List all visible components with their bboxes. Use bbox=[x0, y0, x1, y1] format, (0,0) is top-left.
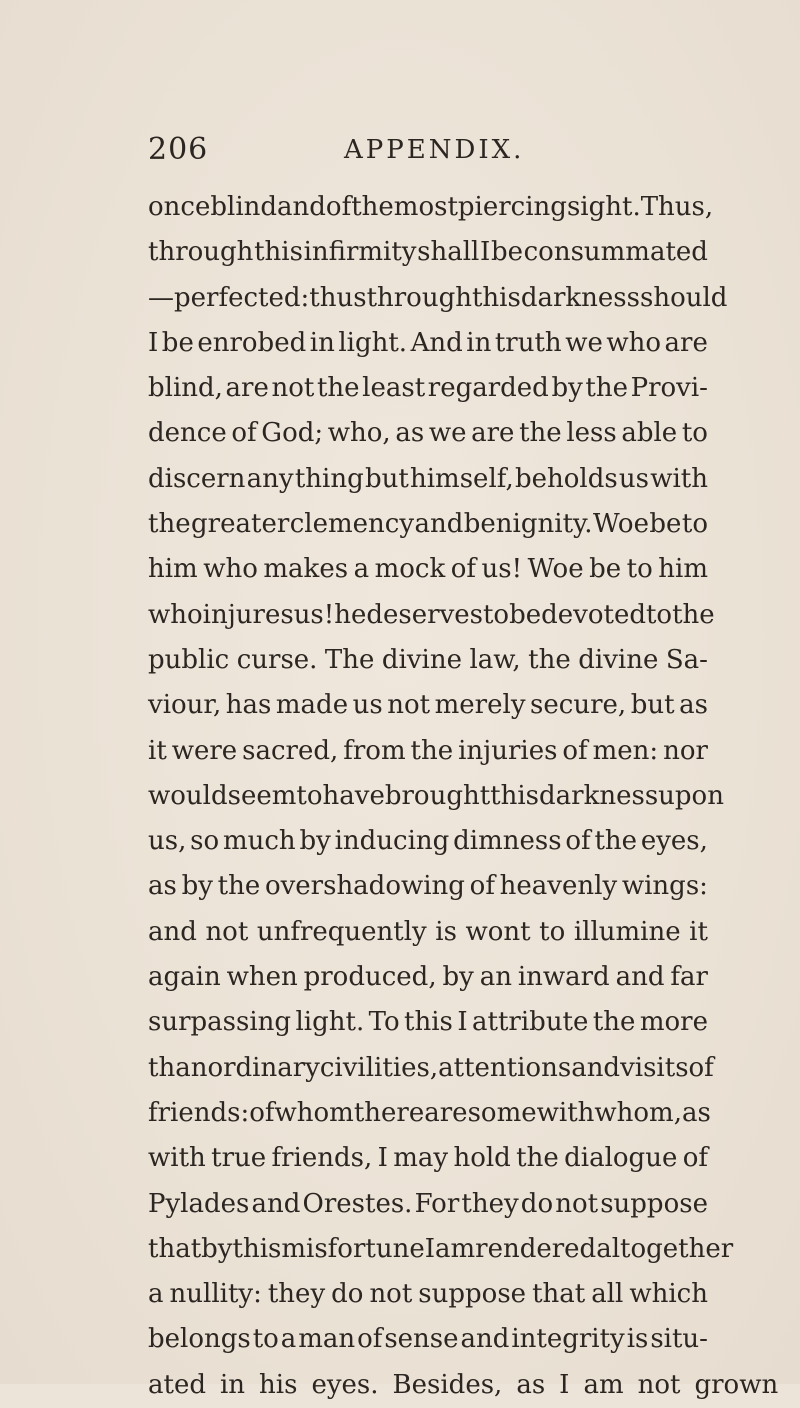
word: overshadowing bbox=[264, 871, 465, 902]
word: misfortune bbox=[281, 1233, 425, 1264]
text-line bbox=[148, 276, 728, 321]
word: hold bbox=[453, 1143, 511, 1174]
word: suppose bbox=[418, 1279, 527, 1310]
text-line bbox=[148, 593, 715, 638]
word: ated bbox=[148, 1369, 206, 1400]
word: of bbox=[231, 418, 257, 449]
word: and bbox=[277, 192, 326, 222]
text-line bbox=[148, 366, 708, 411]
text-line bbox=[148, 1182, 708, 1227]
word: light. bbox=[295, 1007, 365, 1038]
word: are bbox=[424, 1097, 468, 1128]
word: For bbox=[414, 1188, 460, 1219]
word: friends: bbox=[148, 1097, 250, 1128]
word: divine bbox=[381, 644, 462, 675]
word: of bbox=[249, 1097, 275, 1128]
word: were bbox=[171, 735, 238, 766]
word: and bbox=[414, 509, 464, 540]
word: him bbox=[658, 554, 708, 585]
word: injuries bbox=[458, 735, 558, 766]
word: regarded bbox=[427, 373, 549, 404]
text-line bbox=[148, 774, 724, 819]
word: of bbox=[688, 1052, 714, 1083]
word: do bbox=[331, 1279, 364, 1310]
word: which bbox=[629, 1279, 708, 1310]
text-line bbox=[148, 638, 708, 683]
word: seem bbox=[227, 780, 297, 811]
word: devoted bbox=[541, 599, 646, 630]
word: rendered bbox=[475, 1233, 597, 1264]
word: the bbox=[316, 373, 360, 404]
word: more bbox=[639, 1007, 708, 1038]
word: do bbox=[520, 1188, 554, 1219]
word: brought bbox=[384, 780, 491, 811]
word: attribute bbox=[472, 1007, 589, 1038]
word: deserves bbox=[366, 599, 483, 630]
word: the bbox=[217, 871, 261, 902]
word: whom, bbox=[594, 1097, 682, 1128]
word: are bbox=[471, 418, 515, 449]
word: ordinary bbox=[207, 1052, 320, 1083]
word: a bbox=[353, 554, 370, 585]
word: this bbox=[490, 780, 540, 811]
word: shall bbox=[417, 237, 480, 268]
word: enrobed bbox=[197, 327, 307, 358]
word: greater bbox=[191, 509, 290, 540]
word: the bbox=[585, 373, 628, 404]
word: all bbox=[591, 1279, 624, 1310]
word: to bbox=[681, 418, 708, 449]
text-line bbox=[148, 1046, 714, 1091]
word: blind bbox=[210, 192, 278, 222]
word: we bbox=[428, 418, 467, 449]
word: nullity: bbox=[169, 1279, 262, 1310]
word: made bbox=[275, 690, 349, 721]
word: of bbox=[325, 192, 352, 222]
word: am bbox=[583, 1369, 624, 1400]
word: curse. bbox=[236, 644, 318, 675]
word: law, bbox=[469, 644, 521, 675]
word: clemency bbox=[289, 509, 415, 540]
word: and bbox=[615, 962, 665, 993]
text-line bbox=[148, 910, 708, 955]
word: makes bbox=[263, 554, 349, 585]
word: of bbox=[450, 554, 477, 585]
word: less bbox=[566, 418, 617, 449]
word: the bbox=[516, 1143, 559, 1174]
word: the bbox=[672, 599, 715, 630]
word: us bbox=[352, 690, 383, 721]
word: who, bbox=[327, 418, 391, 449]
word: in bbox=[219, 1369, 246, 1400]
word: viour, bbox=[148, 690, 222, 721]
word: thing bbox=[294, 463, 364, 494]
word: a bbox=[148, 1279, 164, 1310]
word: Woe bbox=[592, 509, 649, 540]
word: him bbox=[148, 554, 198, 585]
word: of bbox=[469, 871, 495, 902]
word: I bbox=[480, 237, 491, 268]
word: merely bbox=[434, 690, 526, 721]
word: to bbox=[296, 780, 323, 811]
word: thus bbox=[309, 282, 367, 313]
word: and bbox=[251, 1188, 301, 1219]
text-line bbox=[148, 1317, 708, 1362]
word: Besides, bbox=[392, 1369, 503, 1400]
word: us! bbox=[481, 554, 523, 585]
word: grown bbox=[694, 1369, 779, 1400]
word: consummated bbox=[523, 237, 708, 268]
word: To bbox=[368, 1007, 400, 1038]
word: this bbox=[232, 1233, 282, 1264]
word: to bbox=[482, 599, 510, 630]
word: from bbox=[343, 735, 406, 766]
word: have bbox=[322, 780, 385, 811]
word: the bbox=[594, 826, 638, 857]
word: that bbox=[148, 1233, 202, 1264]
word: friends, bbox=[271, 1143, 373, 1174]
word: they bbox=[267, 1279, 326, 1310]
word: they bbox=[461, 1188, 519, 1219]
word: sense bbox=[384, 1324, 459, 1355]
word: of bbox=[357, 1324, 383, 1355]
text-line bbox=[148, 864, 708, 909]
word: the bbox=[528, 644, 571, 675]
word: any bbox=[246, 463, 294, 494]
text-line bbox=[148, 955, 708, 1000]
page-number: 206 bbox=[148, 132, 209, 167]
word: whom bbox=[274, 1097, 354, 1128]
word: be bbox=[589, 554, 622, 585]
word: be bbox=[490, 237, 523, 268]
running-title: APPENDIX. bbox=[344, 135, 525, 165]
word: to bbox=[681, 509, 708, 540]
word: once bbox=[148, 192, 211, 222]
word: divine bbox=[578, 644, 659, 675]
word: situ- bbox=[650, 1324, 708, 1355]
text-line bbox=[148, 1136, 708, 1181]
word: inducing bbox=[334, 826, 450, 857]
word: the bbox=[410, 735, 454, 766]
running-head bbox=[148, 130, 708, 170]
word: in bbox=[309, 327, 335, 358]
word: blind, bbox=[148, 373, 223, 404]
text-line bbox=[148, 1272, 708, 1317]
text-line bbox=[148, 819, 708, 864]
word: of bbox=[682, 1143, 708, 1174]
word: as bbox=[516, 1369, 546, 1400]
text-line bbox=[148, 1000, 708, 1045]
word: some bbox=[467, 1097, 537, 1128]
word: but bbox=[630, 690, 675, 721]
word: it bbox=[689, 916, 708, 947]
word: attentions bbox=[438, 1052, 572, 1083]
word: truth bbox=[494, 327, 562, 358]
word: I bbox=[377, 1143, 388, 1174]
word: of bbox=[562, 735, 588, 766]
word: us! bbox=[293, 599, 335, 630]
word: has bbox=[225, 690, 272, 721]
word: man bbox=[298, 1324, 356, 1355]
text-line bbox=[148, 457, 708, 502]
word: men: bbox=[592, 735, 659, 766]
word: not bbox=[555, 1188, 599, 1219]
word: is bbox=[435, 916, 457, 947]
word: surpassing bbox=[148, 1007, 292, 1038]
word: —perfected: bbox=[148, 282, 310, 313]
word: the bbox=[519, 418, 562, 449]
word: Woe bbox=[527, 554, 584, 585]
word: sight. bbox=[566, 192, 641, 222]
word: when bbox=[226, 962, 298, 993]
word: than bbox=[148, 1052, 208, 1083]
word: not bbox=[369, 1279, 413, 1310]
word: able bbox=[621, 418, 678, 449]
word: are bbox=[664, 327, 708, 358]
word: visits bbox=[620, 1052, 689, 1083]
word: not bbox=[637, 1369, 681, 1400]
word: not bbox=[387, 690, 431, 721]
word: by bbox=[442, 962, 474, 993]
word: belongs bbox=[148, 1324, 251, 1355]
word: inward bbox=[517, 962, 610, 993]
word: as bbox=[681, 1097, 711, 1128]
word: to bbox=[645, 599, 673, 630]
text-line bbox=[148, 230, 708, 275]
word: with bbox=[650, 463, 708, 494]
word: Thus, bbox=[640, 192, 714, 222]
word: would bbox=[148, 780, 228, 811]
text-line bbox=[148, 185, 714, 230]
word: we bbox=[565, 327, 603, 358]
word: most bbox=[393, 192, 458, 222]
word: nor bbox=[663, 735, 708, 766]
word: produced, bbox=[303, 962, 437, 993]
text-line bbox=[148, 411, 708, 456]
word: dialogue bbox=[564, 1143, 678, 1174]
word: far bbox=[670, 962, 708, 993]
word: the bbox=[351, 192, 394, 222]
word: and bbox=[571, 1052, 621, 1083]
word: be bbox=[649, 509, 682, 540]
text-line bbox=[148, 502, 708, 547]
word: there bbox=[353, 1097, 425, 1128]
word: light. bbox=[338, 327, 408, 358]
word: benignity. bbox=[463, 509, 593, 540]
word: so bbox=[190, 826, 220, 857]
word: altogether bbox=[596, 1233, 734, 1264]
word: integrity bbox=[511, 1324, 625, 1355]
word: again bbox=[148, 962, 221, 993]
word: this bbox=[471, 282, 521, 313]
word: secure, bbox=[530, 690, 627, 721]
word: by bbox=[181, 871, 213, 902]
word: that bbox=[532, 1279, 586, 1310]
word: this bbox=[254, 237, 303, 268]
word: and bbox=[460, 1324, 510, 1355]
word: as bbox=[395, 418, 425, 449]
word: are bbox=[225, 373, 269, 404]
word: the bbox=[592, 1007, 636, 1038]
word: by bbox=[201, 1233, 233, 1264]
word: with bbox=[148, 1143, 206, 1174]
word: I bbox=[148, 327, 159, 358]
word: I bbox=[457, 1007, 468, 1038]
word: darkness bbox=[520, 282, 640, 313]
word: piercing bbox=[457, 192, 567, 222]
word: And bbox=[410, 327, 463, 358]
word: Orestes. bbox=[302, 1188, 413, 1219]
word: a bbox=[280, 1324, 297, 1355]
word: eyes, bbox=[640, 826, 708, 857]
word: eyes. bbox=[311, 1369, 379, 1400]
text-line bbox=[148, 547, 708, 592]
word: not bbox=[205, 916, 249, 947]
word: The bbox=[324, 644, 375, 675]
word: is bbox=[626, 1324, 649, 1355]
word: it bbox=[148, 735, 167, 766]
word: God; bbox=[261, 418, 324, 449]
word: by bbox=[551, 373, 583, 404]
word: by bbox=[299, 826, 331, 857]
word: discern bbox=[148, 463, 246, 494]
word: I bbox=[559, 1369, 570, 1400]
word: who bbox=[148, 599, 203, 630]
word: the bbox=[148, 509, 191, 540]
word: am bbox=[434, 1233, 476, 1264]
word: to bbox=[539, 916, 566, 947]
word: of bbox=[565, 826, 591, 857]
word: who bbox=[203, 554, 258, 585]
body-text bbox=[148, 185, 779, 1408]
word: suppose bbox=[600, 1188, 708, 1219]
word: true bbox=[211, 1143, 267, 1174]
word: through bbox=[366, 282, 472, 313]
word: be bbox=[161, 327, 194, 358]
word: mock bbox=[374, 554, 446, 585]
word: Sa- bbox=[665, 644, 708, 675]
word: heavenly bbox=[499, 871, 618, 902]
word: illumine bbox=[573, 916, 681, 947]
text-line bbox=[148, 321, 708, 366]
word: much bbox=[222, 826, 296, 857]
word: civilities, bbox=[319, 1052, 439, 1083]
text-line bbox=[148, 729, 708, 774]
word: wont bbox=[465, 916, 531, 947]
word: an bbox=[479, 962, 512, 993]
word: not bbox=[271, 373, 315, 404]
word: Pylades bbox=[148, 1188, 250, 1219]
word: to bbox=[626, 554, 653, 585]
word: us, bbox=[148, 826, 187, 857]
word: he bbox=[334, 599, 367, 630]
word: but bbox=[364, 463, 409, 494]
word: beholds bbox=[514, 463, 618, 494]
word: least bbox=[362, 373, 426, 404]
word: injures bbox=[202, 599, 294, 630]
word: should bbox=[640, 282, 728, 313]
word: unfrequently bbox=[256, 916, 427, 947]
word: dence bbox=[148, 418, 227, 449]
word: darkness bbox=[539, 780, 659, 811]
word: with bbox=[536, 1097, 595, 1128]
word: upon bbox=[658, 780, 724, 811]
word: Provi- bbox=[630, 373, 708, 404]
word: infirmity bbox=[303, 237, 417, 268]
word: may bbox=[393, 1143, 449, 1174]
word: I bbox=[424, 1233, 435, 1264]
word: sacred, bbox=[242, 735, 339, 766]
word: be bbox=[509, 599, 542, 630]
word: dimness bbox=[453, 826, 562, 857]
text-line bbox=[148, 1091, 711, 1136]
word: who bbox=[606, 327, 662, 358]
word: through bbox=[148, 237, 254, 268]
word: public bbox=[148, 644, 230, 675]
word: as bbox=[148, 871, 177, 902]
word: himself, bbox=[410, 463, 514, 494]
word: this bbox=[404, 1007, 453, 1038]
word: his bbox=[259, 1369, 298, 1400]
word: us bbox=[618, 463, 649, 494]
word: in bbox=[466, 327, 492, 358]
word: as bbox=[679, 690, 708, 721]
text-line bbox=[148, 683, 708, 728]
word: to bbox=[252, 1324, 279, 1355]
text-line bbox=[148, 1227, 734, 1272]
text-line bbox=[148, 1363, 779, 1408]
word: wings: bbox=[621, 871, 708, 902]
word: and bbox=[148, 916, 197, 947]
